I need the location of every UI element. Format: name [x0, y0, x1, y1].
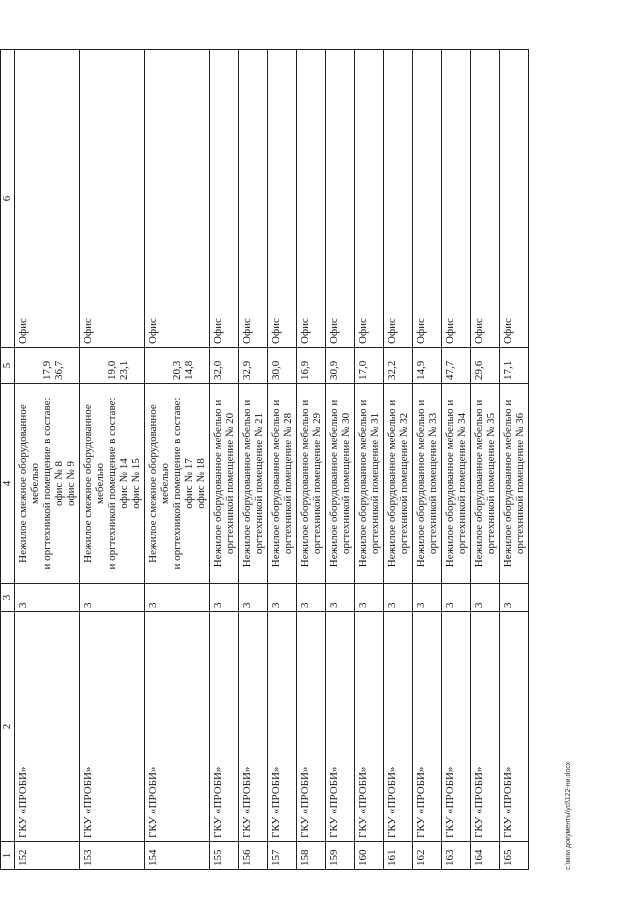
usage-purpose: Офис	[355, 50, 384, 348]
description-line: Нежилое оборудованное мебелью и	[502, 399, 514, 568]
description-line: Нежилое оборудованное мебелью и	[241, 399, 253, 568]
description-line: оргтехникой помещение № 20	[224, 412, 236, 555]
description-line: Нежилое оборудованное мебелью и	[270, 399, 282, 568]
table-row	[80, 50, 145, 870]
column-header-1: 1	[1, 842, 15, 870]
table-row	[145, 50, 210, 870]
area-value: 19,0	[106, 360, 118, 380]
description-line: Нежилое оборудованное мебелью и	[212, 399, 224, 568]
floor-number: 3	[442, 584, 471, 612]
area-value: 29,6	[471, 348, 500, 384]
premises-description	[471, 384, 500, 584]
floor-number: 3	[355, 584, 384, 612]
row-number: 165	[500, 842, 529, 870]
description-line: Нежилое смежное оборудованное мебелью	[147, 404, 171, 563]
usage-purpose: Офис	[239, 50, 268, 348]
description-line: Нежилое смежное оборудованное мебелью	[17, 404, 41, 563]
organization-name: ГКУ «ПРОБИ»	[413, 612, 442, 842]
floor-number: 3	[210, 584, 239, 612]
row-number: 157	[268, 842, 297, 870]
area-value: 30,9	[326, 348, 355, 384]
table-row	[355, 50, 384, 870]
usage-purpose: Офис	[145, 50, 210, 348]
row-number: 159	[326, 842, 355, 870]
organization-name: ГКУ «ПРОБИ»	[297, 612, 326, 842]
premises-description	[80, 384, 145, 584]
usage-purpose: Офис	[471, 50, 500, 348]
area-value: 32,0	[210, 348, 239, 384]
organization-name: ГКУ «ПРОБИ»	[500, 612, 529, 842]
description-line: Нежилое оборудованное мебелью и	[415, 399, 427, 568]
description-line: и оргтехникой помещение в составе:	[171, 397, 183, 570]
floor-number: 3	[80, 584, 145, 612]
table-row	[239, 50, 268, 870]
description-line: Нежилое оборудованное мебелью и	[386, 399, 398, 568]
table-row	[413, 50, 442, 870]
premises-description	[268, 384, 297, 584]
organization-name: ГКУ «ПРОБИ»	[326, 612, 355, 842]
sub-office-label: офис № 18	[195, 458, 207, 509]
description-line: и оргтехникой помещение в составе:	[106, 397, 118, 570]
area-value: 47,7	[442, 348, 471, 384]
premises-description	[297, 384, 326, 584]
area-value: 36,7	[53, 360, 65, 380]
area-value: 16,9	[297, 348, 326, 384]
usage-purpose: Офис	[80, 50, 145, 348]
description-line: Нежилое оборудованное мебелью и	[473, 399, 485, 568]
header-row	[1, 50, 15, 870]
sub-office-label: офис № 14	[118, 458, 130, 509]
table-row	[297, 50, 326, 870]
row-number: 154	[145, 842, 210, 870]
row-number: 164	[471, 842, 500, 870]
sub-office-label: офис № 8	[53, 461, 65, 506]
table-row	[210, 50, 239, 870]
usage-purpose: Офис	[326, 50, 355, 348]
usage-purpose: Офис	[413, 50, 442, 348]
area-value: 23,1	[118, 360, 130, 380]
floor-number: 3	[15, 584, 80, 612]
area-value: 32,2	[384, 348, 413, 384]
area-value: 32,9	[239, 348, 268, 384]
column-header-3: 3	[1, 584, 15, 612]
description-line: оргтехникой помещение № 36	[514, 412, 526, 555]
premises-description	[413, 384, 442, 584]
usage-purpose: Офис	[268, 50, 297, 348]
row-number: 163	[442, 842, 471, 870]
usage-purpose: Офис	[15, 50, 80, 348]
premises-description	[500, 384, 529, 584]
rotated-page	[0, 50, 572, 870]
floor-number: 3	[384, 584, 413, 612]
description-line: оргтехникой помещение № 35	[485, 412, 497, 555]
usage-purpose: Офис	[210, 50, 239, 348]
premises-description	[442, 384, 471, 584]
premises-description	[326, 384, 355, 584]
floor-number: 3	[471, 584, 500, 612]
column-header-5: 5	[1, 348, 15, 384]
organization-name: ГКУ «ПРОБИ»	[80, 612, 145, 842]
floor-number: 3	[326, 584, 355, 612]
description-line: оргтехникой помещение № 31	[369, 412, 381, 555]
premises-description	[210, 384, 239, 584]
premises-description	[355, 384, 384, 584]
area-value: 17,9	[41, 360, 53, 380]
description-line: Нежилое смежное оборудованное мебелью	[82, 404, 106, 563]
floor-number: 3	[413, 584, 442, 612]
premises-description	[384, 384, 413, 584]
description-line: Нежилое оборудованное мебелью и	[357, 399, 369, 568]
row-number: 152	[15, 842, 80, 870]
area-value: 17,0	[355, 348, 384, 384]
floor-number: 3	[239, 584, 268, 612]
table-row	[15, 50, 80, 870]
row-number: 156	[239, 842, 268, 870]
description-line: оргтехникой помещение № 29	[311, 412, 323, 555]
table-row	[500, 50, 529, 870]
table-row	[384, 50, 413, 870]
area-values	[80, 348, 145, 384]
description-line: оргтехникой помещение № 30	[340, 412, 352, 555]
description-line: оргтехникой помещение № 34	[456, 412, 468, 555]
description-line: оргтехникой помещение № 21	[253, 412, 265, 555]
floor-number: 3	[268, 584, 297, 612]
floor-number: 3	[297, 584, 326, 612]
row-number: 161	[384, 842, 413, 870]
area-value: 20,3	[171, 360, 183, 380]
table-row	[442, 50, 471, 870]
file-path-footer: c:\мои документы\ycl\122-ни.docx	[565, 761, 572, 870]
premises-table	[0, 49, 529, 870]
area-value: 14,9	[413, 348, 442, 384]
area-value: 14,8	[183, 360, 195, 380]
table-row	[326, 50, 355, 870]
description-line: Нежилое оборудованное мебелью и	[328, 399, 340, 568]
organization-name: ГКУ «ПРОБИ»	[239, 612, 268, 842]
description-line: оргтехникой помещение № 28	[282, 412, 294, 555]
sub-office-label: офис № 15	[130, 458, 142, 509]
sub-office-label: офис № 9	[65, 461, 77, 506]
usage-purpose: Офис	[500, 50, 529, 348]
usage-purpose: Офис	[297, 50, 326, 348]
organization-name: ГКУ «ПРОБИ»	[268, 612, 297, 842]
row-number: 160	[355, 842, 384, 870]
table-row	[471, 50, 500, 870]
table-body	[15, 50, 529, 870]
organization-name: ГКУ «ПРОБИ»	[442, 612, 471, 842]
column-header-6: 6	[1, 50, 15, 348]
floor-number: 3	[500, 584, 529, 612]
row-number: 162	[413, 842, 442, 870]
description-line: Нежилое оборудованное мебелью и	[444, 399, 456, 568]
premises-description	[15, 384, 80, 584]
usage-purpose: Офис	[384, 50, 413, 348]
organization-name: ГКУ «ПРОБИ»	[210, 612, 239, 842]
column-header-4: 4	[1, 384, 15, 584]
description-line: Нежилое оборудованное мебелью и	[299, 399, 311, 568]
area-values	[15, 348, 80, 384]
organization-name: ГКУ «ПРОБИ»	[145, 612, 210, 842]
sub-office-label: офис № 17	[183, 458, 195, 509]
area-value: 17,1	[500, 348, 529, 384]
area-value: 30,0	[268, 348, 297, 384]
table-row	[268, 50, 297, 870]
floor-number: 3	[145, 584, 210, 612]
description-line: оргтехникой помещение № 33	[427, 412, 439, 555]
organization-name: ГКУ «ПРОБИ»	[355, 612, 384, 842]
column-header-2: 2	[1, 612, 15, 842]
premises-description	[145, 384, 210, 584]
row-number: 155	[210, 842, 239, 870]
usage-purpose: Офис	[442, 50, 471, 348]
organization-name: ГКУ «ПРОБИ»	[15, 612, 80, 842]
premises-description	[239, 384, 268, 584]
row-number: 158	[297, 842, 326, 870]
description-line: и оргтехникой помещение в составе:	[41, 397, 53, 570]
area-values	[145, 348, 210, 384]
row-number: 153	[80, 842, 145, 870]
organization-name: ГКУ «ПРОБИ»	[384, 612, 413, 842]
description-line: оргтехникой помещение № 32	[398, 412, 410, 555]
organization-name: ГКУ «ПРОБИ»	[471, 612, 500, 842]
